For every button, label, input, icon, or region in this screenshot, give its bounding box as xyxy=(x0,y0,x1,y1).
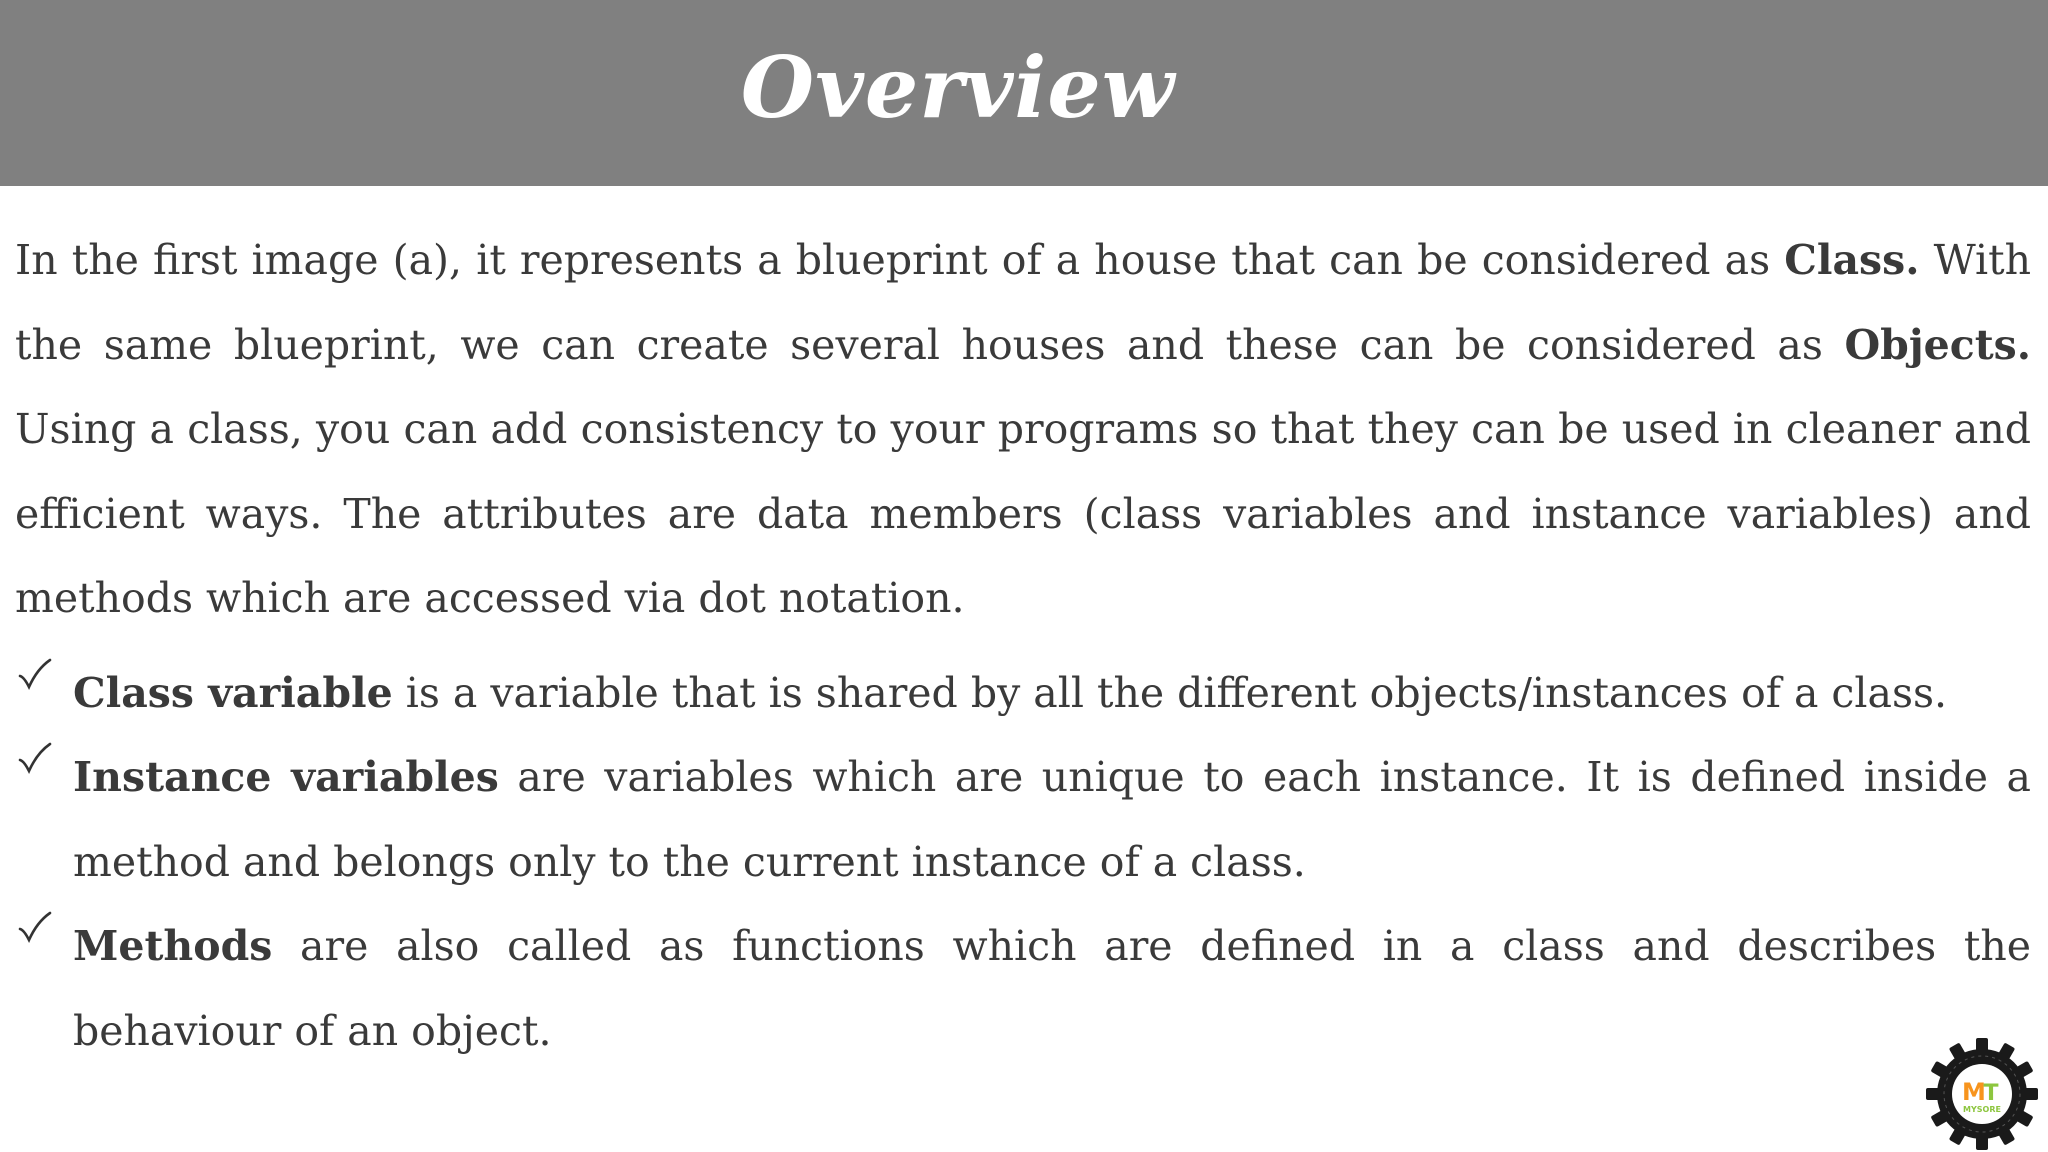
intro-text-2: With the same blueprint, we can create several houses and these can be considered as xyxy=(15,236,2032,369)
logo-text: M xyxy=(1962,1078,1986,1106)
bullet-text xyxy=(73,922,2031,1055)
checkmark-icon xyxy=(17,741,53,777)
checkmark-icon xyxy=(17,910,53,946)
slide-content xyxy=(15,218,2031,1073)
bullet-description: are also called as functions which are defined in a class and describes the behaviour of an object. xyxy=(73,922,2031,1055)
bullet-methods xyxy=(15,904,2031,1073)
class-term: Class. xyxy=(1784,236,1920,284)
intro-text-1: In the first image (a), it represents a blueprint of a house that can be considered as xyxy=(15,236,1785,284)
bullet-term: Methods xyxy=(73,922,273,970)
checkmark-icon xyxy=(17,657,53,693)
intro-text-3: Using a class, you can add consistency to your programs so that they can be used in cleaner and efficient ways. The attributes are data members (class variables and instance variables) and methods which are accessed via dot notation. xyxy=(15,405,2031,622)
bullet-term: Class variable xyxy=(73,668,393,717)
mit-mysore-logo xyxy=(1918,1038,2046,1150)
intro-paragraph xyxy=(15,218,2031,641)
bullet-text xyxy=(73,669,1947,717)
bullet-text xyxy=(73,753,2031,886)
definition-list xyxy=(15,651,2031,1074)
bullet-instance-variables xyxy=(15,735,2031,904)
bullet-description: are variables which are unique to each instance. It is defined inside a method and belongs only to the current instance of a class. xyxy=(73,753,2031,886)
logo-text-t: T xyxy=(1983,1081,1999,1106)
bullet-term: Instance variables xyxy=(73,753,499,801)
logo-subtext: MYSORE xyxy=(1963,1105,2001,1114)
bullet-class-variable xyxy=(15,651,2031,736)
page-title: Overview xyxy=(740,38,1176,137)
bullet-description: is a variable that is shared by all the different objects/instances of a class. xyxy=(392,668,1948,717)
objects-term: Objects. xyxy=(1844,320,2031,369)
